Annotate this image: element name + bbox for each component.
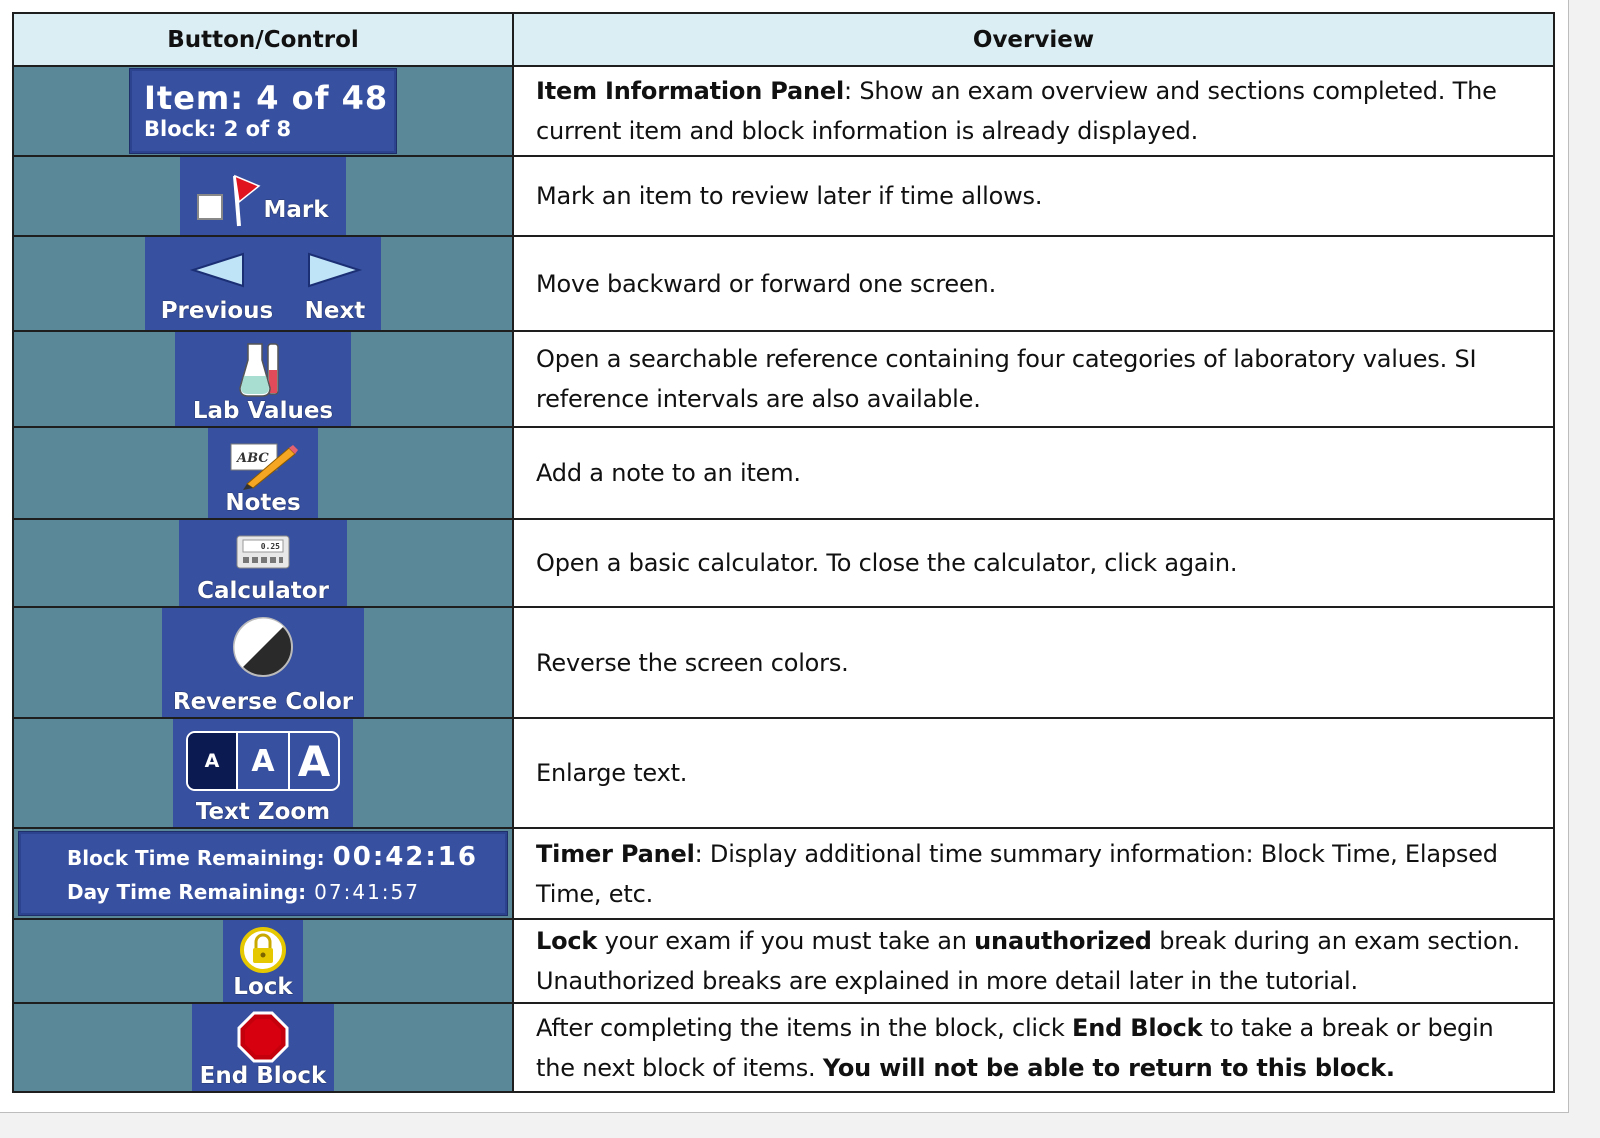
item-information-panel[interactable] bbox=[129, 68, 397, 154]
description-text: : Display additional time summary information: Block Time, Elapsed Time, etc. bbox=[536, 839, 1498, 908]
mark-label: Mark bbox=[263, 197, 329, 223]
control-cell bbox=[13, 156, 513, 236]
reverse-color-button[interactable] bbox=[162, 608, 364, 717]
controls-table bbox=[12, 12, 1555, 1093]
description-text: : Show an exam overview and sections completed. The current item and block information is already displayed. bbox=[536, 77, 1497, 145]
lock-button[interactable] bbox=[223, 920, 303, 1002]
description-text: Enlarge text. bbox=[536, 759, 688, 787]
row-description bbox=[513, 236, 1554, 331]
lock-label: Lock bbox=[233, 974, 293, 1000]
left-arrow-icon bbox=[187, 250, 247, 290]
header-overview: Overview bbox=[513, 13, 1554, 66]
table-row bbox=[13, 427, 1554, 519]
row-description bbox=[513, 519, 1554, 607]
description-bold-text: Timer Panel bbox=[536, 839, 695, 868]
table-row bbox=[13, 718, 1554, 828]
description-text: Add a note to an item. bbox=[536, 459, 801, 487]
flask-icon bbox=[238, 340, 288, 398]
row-description bbox=[513, 828, 1554, 919]
description-text: break during an exam section. Unauthorized breaks are explained in more detail later in the tutorial. bbox=[536, 927, 1520, 995]
row-description bbox=[513, 427, 1554, 519]
header-row bbox=[13, 13, 1554, 66]
mark-button[interactable] bbox=[180, 157, 346, 235]
navigation-buttons bbox=[145, 237, 381, 330]
lab-values-button[interactable] bbox=[175, 332, 351, 426]
calculator-icon bbox=[235, 534, 291, 570]
table-row bbox=[13, 607, 1554, 718]
right-arrow-icon bbox=[305, 250, 365, 290]
previous-label: Previous bbox=[160, 298, 274, 324]
end-block-label: End Block bbox=[199, 1063, 327, 1089]
item-counter: Item: 4 of 48 bbox=[144, 79, 389, 117]
notes-icon-text: ABC bbox=[237, 451, 269, 466]
mark-checkbox[interactable] bbox=[197, 194, 223, 220]
description-text: Move backward or forward one screen. bbox=[536, 269, 996, 298]
header-control: Button/Control bbox=[13, 13, 513, 66]
lock-icon bbox=[237, 926, 289, 974]
day-time-label: Day Time Remaining: bbox=[67, 880, 307, 904]
table-row bbox=[13, 519, 1554, 607]
text-zoom-control bbox=[173, 719, 353, 827]
table-row bbox=[13, 828, 1554, 919]
pencil-icon bbox=[227, 440, 299, 490]
row-description bbox=[513, 1003, 1554, 1092]
table-row bbox=[13, 919, 1554, 1003]
block-counter: Block: 2 of 8 bbox=[144, 117, 292, 141]
day-time-value: 07:41:57 bbox=[314, 880, 420, 904]
control-cell bbox=[13, 919, 513, 1003]
block-time-value: 00:42:16 bbox=[332, 842, 478, 872]
table-row bbox=[13, 66, 1554, 156]
day-time-row bbox=[67, 876, 420, 908]
control-cell bbox=[13, 66, 513, 156]
control-cell bbox=[13, 607, 513, 718]
description-text: Mark an item to review later if time allows. bbox=[536, 182, 1043, 210]
lab-values-label: Lab Values bbox=[192, 398, 334, 424]
control-cell bbox=[13, 331, 513, 427]
description-bold-text: Lock bbox=[536, 927, 598, 955]
table-row bbox=[13, 156, 1554, 236]
row-description bbox=[513, 331, 1554, 427]
next-button[interactable] bbox=[305, 250, 366, 326]
description-text: Open a searchable reference containing four categories of laboratory values. SI reference intervals are also available. bbox=[536, 345, 1477, 413]
control-cell bbox=[13, 828, 513, 919]
contrast-icon bbox=[231, 615, 295, 679]
flag-icon bbox=[227, 172, 263, 228]
row-description bbox=[513, 607, 1554, 718]
reverse-color-label: Reverse Color bbox=[172, 689, 354, 715]
zoom-small-button[interactable]: A bbox=[188, 733, 238, 789]
description-bold-text: End Block bbox=[1072, 1013, 1203, 1042]
table-row bbox=[13, 331, 1554, 427]
text-zoom-icon bbox=[186, 731, 340, 791]
description-bold-text: Item Information Panel bbox=[536, 77, 844, 105]
row-description bbox=[513, 919, 1554, 1003]
zoom-medium-button[interactable]: A bbox=[238, 733, 290, 789]
description-bold-text: You will not be able to return to this block. bbox=[822, 1053, 1395, 1082]
row-description bbox=[513, 156, 1554, 236]
control-cell bbox=[13, 236, 513, 331]
description-text: Reverse the screen colors. bbox=[536, 648, 849, 677]
description-text: After completing the items in the block, click bbox=[536, 1013, 1073, 1042]
description-text: to take a break or begin the next block of items. bbox=[536, 1013, 1494, 1082]
control-cell bbox=[13, 427, 513, 519]
zoom-large-button[interactable]: A bbox=[297, 736, 331, 786]
notes-label: Notes bbox=[225, 490, 301, 516]
control-cell bbox=[13, 519, 513, 607]
description-text: Open a basic calculator. To close the calculator, click again. bbox=[536, 549, 1238, 577]
text-zoom-label: Text Zoom bbox=[195, 799, 331, 825]
previous-button[interactable] bbox=[161, 250, 274, 326]
calculator-button[interactable] bbox=[179, 520, 347, 606]
row-description bbox=[513, 66, 1554, 156]
table-row bbox=[13, 236, 1554, 331]
block-time-row bbox=[67, 839, 478, 876]
row-description bbox=[513, 718, 1554, 828]
next-label: Next bbox=[304, 298, 366, 324]
calculator-label: Calculator bbox=[197, 578, 329, 604]
control-cell bbox=[13, 1003, 513, 1092]
stop-sign-icon bbox=[236, 1011, 290, 1063]
description-text: your exam if you must take an bbox=[597, 927, 975, 955]
description-bold-text: unauthorized bbox=[974, 927, 1152, 955]
timer-panel[interactable] bbox=[18, 831, 508, 916]
table-row bbox=[13, 1003, 1554, 1092]
block-time-label: Block Time Remaining: bbox=[67, 846, 325, 870]
control-cell bbox=[13, 718, 513, 828]
calculator-display: 0.25 bbox=[260, 542, 280, 551]
end-block-button[interactable] bbox=[192, 1004, 334, 1091]
notes-button[interactable] bbox=[208, 428, 318, 518]
